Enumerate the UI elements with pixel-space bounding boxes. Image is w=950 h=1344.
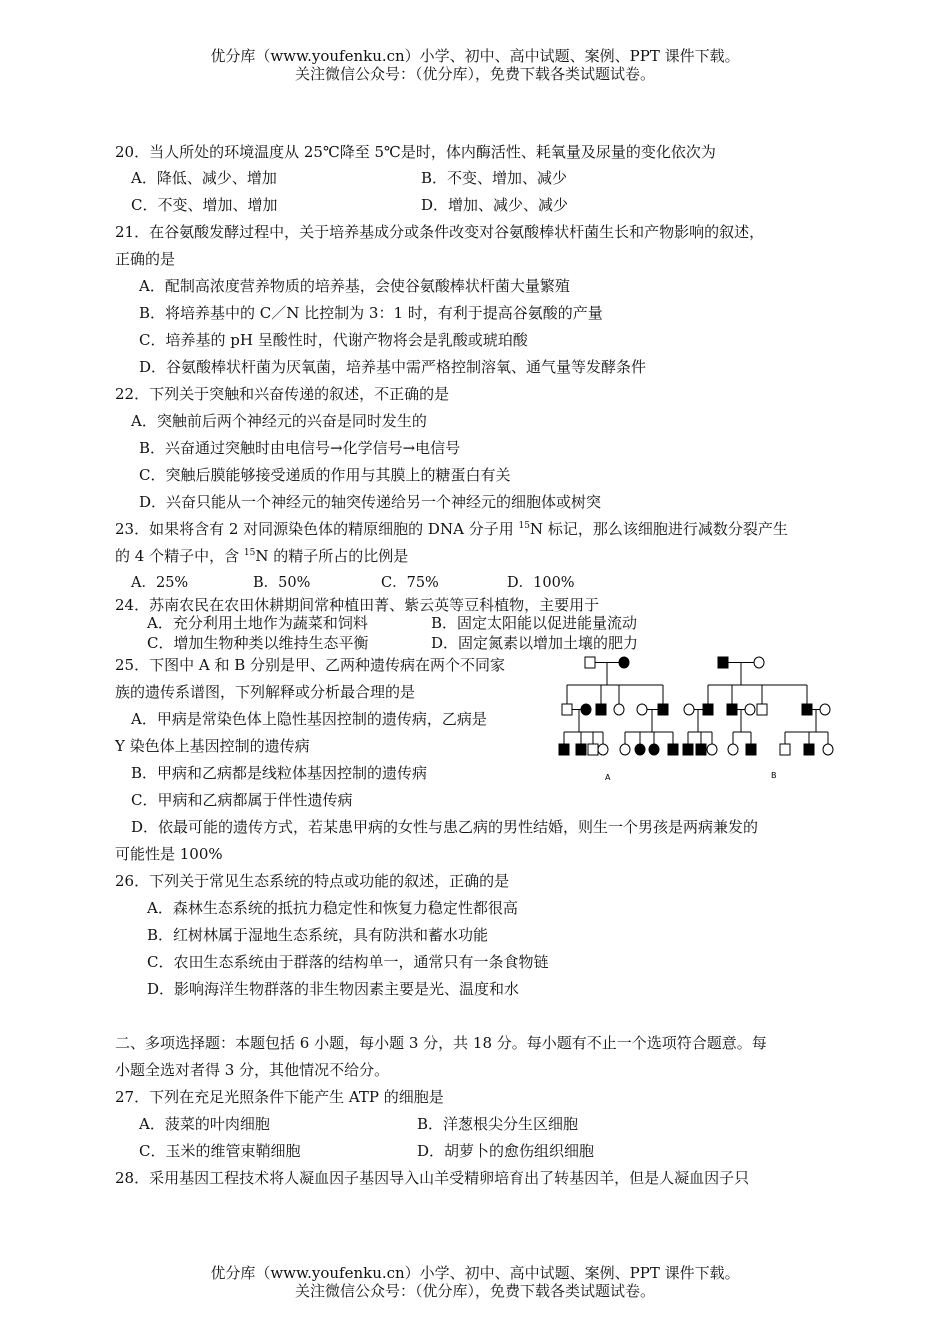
- q20-option-a: A．降低、减少、增加: [131, 169, 277, 187]
- isotope-superscript: 15: [243, 548, 256, 558]
- section-2-heading-2: 小题全选对者得 3 分，其他情况不给分。: [115, 1061, 390, 1079]
- q23-stem-2a: 的 4 个精子中，含: [115, 547, 244, 565]
- q23-stem-2b: N 的精子所占的比例是: [255, 547, 409, 565]
- q23-stem-2: [115, 546, 408, 566]
- q23-option-a: A．25%: [131, 575, 189, 591]
- pedigree-label-b: B: [771, 771, 777, 780]
- q23-stem-1: [115, 519, 788, 539]
- q23-option-b: B．50%: [253, 575, 311, 591]
- pedigree-figure: [555, 652, 845, 784]
- q27-option-c: C．玉米的维管束鞘细胞: [139, 1142, 301, 1160]
- q22-option-d: D．兴奋只能从一个神经元的轴突传递给另一个神经元的细胞体或树突: [139, 493, 602, 511]
- q21-option-a: A．配制高浓度营养物质的培养基，会使谷氨酸棒状杆菌大量繁殖: [139, 277, 570, 295]
- q20-stem: 20．当人所处的环境温度从 25℃降至 5℃是时，体内酶活性、耗氧量及尿量的变化依次为: [115, 143, 716, 161]
- q20-option-c: C．不变、增加、增加: [131, 196, 278, 214]
- q20-option-b: B．不变、增加、减少: [421, 169, 568, 187]
- q21-stem-1: 21．在谷氨酸发酵过程中，关于培养基成分或条件改变对谷氨酸棒状杆菌生长和产物影响的叙述，: [115, 223, 765, 241]
- header-line-1: 优分库（www.youfenku.cn）小学、初中、高中试题、案例、PPT 课件下载。: [210, 47, 740, 65]
- q23-stem-1b: N 标记，那么该细胞进行减数分裂产生: [529, 520, 788, 538]
- q22-option-b: B．兴奋通过突触时由电信号→化学信号→电信号: [139, 439, 461, 457]
- q24-option-b: B．固定太阳能以促进能量流动: [431, 614, 638, 632]
- header-line-2: 关注微信公众号：（优分库），免费下载各类试题试卷。: [294, 65, 655, 83]
- q23-stem-1a: 23．如果将含有 2 对同源染色体的精原细胞的 DNA 分子用: [115, 520, 519, 538]
- q21-option-c: C．培养基的 pH 呈酸性时，代谢产物将会是乳酸或琥珀酸: [139, 331, 528, 349]
- q22-stem: 22．下列关于突触和兴奋传递的叙述，不正确的是: [115, 385, 450, 403]
- q21-option-d: D．谷氨酸棒状杆菌为厌氧菌，培养基中需严格控制溶氧、通气量等发酵条件: [139, 358, 647, 376]
- pedigree-b-female-unaffected: [754, 657, 764, 668]
- q26-option-a: A．森林生态系统的抵抗力稳定性和恢复力稳定性都很高: [147, 899, 518, 917]
- q25-option-a-2: Y 染色体上基因控制的遗传病: [115, 737, 310, 755]
- q22-option-a: A．突触前后两个神经元的兴奋是同时发生的: [131, 412, 427, 430]
- q27-option-d: D．胡萝卜的愈伤组织细胞: [417, 1142, 595, 1160]
- isotope-superscript: 15: [518, 521, 530, 531]
- q24-option-d: D．固定氮素以增加土壤的肥力: [431, 634, 639, 652]
- q23-option-c: C．75%: [381, 575, 439, 591]
- q20-option-d: D．增加、减少、减少: [421, 196, 569, 214]
- q22-option-c: C．突触后膜能够接受递质的作用与其膜上的糖蛋白有关: [139, 466, 511, 484]
- q25-option-a-1: A．甲病是常染色体上隐性基因控制的遗传病，乙病是: [131, 710, 487, 728]
- q25-option-d-1: D．依最可能的遗传方式，若某患甲病的女性与患乙病的男性结婚，则生一个男孩是两病兼发的: [131, 818, 759, 836]
- q27-stem: 27．下列在充足光照条件下能产生 ATP 的细胞是: [115, 1088, 444, 1106]
- q27-option-b: B．洋葱根尖分生区细胞: [417, 1115, 579, 1133]
- q23-option-d: D．100%: [507, 575, 575, 591]
- pedigree-label-a: A: [605, 773, 611, 782]
- pedigree-b-male-affected: [718, 657, 728, 668]
- q26-option-c: C．农田生态系统由于群落的结构单一，通常只有一条食物链: [147, 953, 549, 971]
- q25-option-d-2: 可能性是 100%: [115, 845, 223, 863]
- q26-option-b: B．红树林属于湿地生态系统，具有防洪和蓄水功能: [147, 926, 489, 944]
- q25-stem-2: 族的遗传系谱图，下列解释或分析最合理的是: [115, 683, 416, 701]
- q24-option-a: A．充分利用土地作为蔬菜和饲料: [147, 614, 368, 632]
- q25-stem-1: 25．下图中 A 和 B 分别是甲、乙两种遗传病在两个不同家: [115, 656, 506, 674]
- footer-line-2: 关注微信公众号：（优分库），免费下载各类试题试卷。: [294, 1282, 655, 1300]
- q25-option-b: B．甲病和乙病都是线粒体基因控制的遗传病: [131, 764, 428, 782]
- q25-option-c: C．甲病和乙病都属于伴性遗传病: [131, 791, 353, 809]
- pedigree-a-female-affected: [619, 657, 629, 668]
- q28-stem: 28．采用基因工程技术将人凝血因子基因导入山羊受精卵培育出了转基因羊，但是人凝血因子只: [115, 1169, 750, 1187]
- section-2-heading-1: 二、多项选择题：本题包括 6 小题，每小题 3 分，共 18 分。每小题有不止一个选项符合题意。每: [115, 1034, 767, 1052]
- q26-option-d: D．影响海洋生物群落的非生物因素主要是光、温度和水: [147, 980, 520, 998]
- q26-stem: 26．下列关于常见生态系统的特点或功能的叙述，正确的是: [115, 872, 510, 890]
- q27-option-a: A．菠菜的叶肉细胞: [139, 1115, 270, 1133]
- q24-option-c: C．增加生物种类以维持生态平衡: [147, 634, 369, 652]
- pedigree-a-male-unaffected: [585, 657, 595, 668]
- footer-line-1: 优分库（www.youfenku.cn）小学、初中、高中试题、案例、PPT 课件下载。: [210, 1264, 740, 1282]
- q24-stem: 24．苏南农民在农田休耕期间常种植田菁、紫云英等豆科植物，主要用于: [115, 596, 600, 614]
- q21-stem-2: 正确的是: [115, 250, 176, 268]
- q21-option-b: B．将培养基中的 C／N 比控制为 3：1 时，有利于提高谷氨酸的产量: [139, 304, 603, 322]
